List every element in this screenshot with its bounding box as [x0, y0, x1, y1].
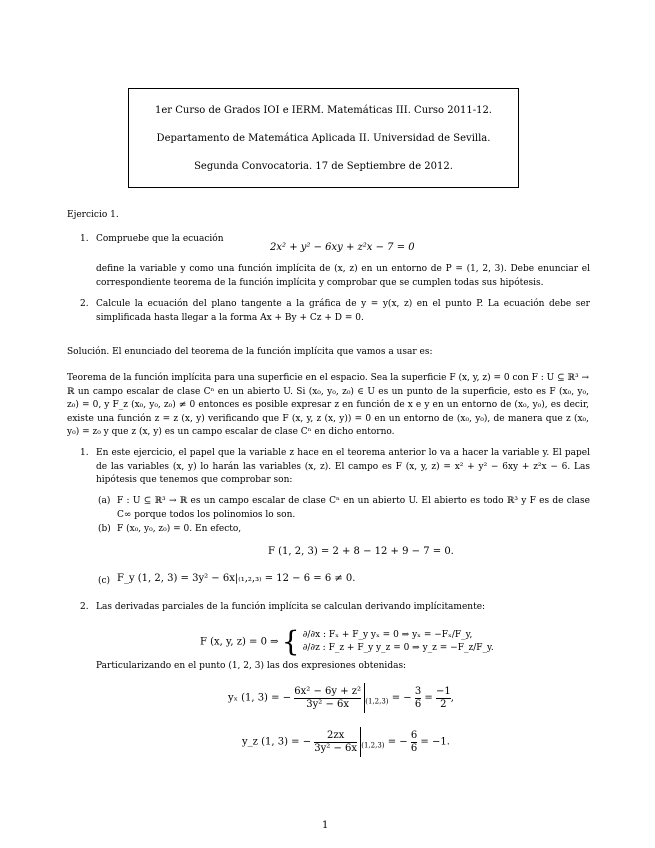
yx-fraction: [294, 686, 361, 711]
yz-end: = −1.: [420, 736, 450, 748]
implicit-system: [200, 625, 494, 658]
exercise-title: Ejercicio 1.: [67, 210, 119, 220]
item-2-text: Calcule la ecuación del plano tangente a la gráfica de y = y(x, z) en el punto P. La ecuación debe ser simplificada hasta llegar a la forma Ax + By + Cz + D = 0.: [96, 299, 590, 323]
hyp-b-text: F (x₀, y₀, z₀) = 0. En efecto,: [117, 524, 242, 534]
item-1-text: Compruebe que la ecuación: [96, 234, 224, 244]
solution-1-text: En este ejercicio, el papel que la variable z hace en el teorema anterior lo va a hacer la variable y. El papel de las variables (x, y) lo harán las variables (x, z). El campo es F (x, y, z) = x² + y² − 6xy + z²x − 6. Las hipótesis que tenemos que comprobar son:: [96, 448, 590, 485]
yx-equation: yₓ (1, 3) = − $\frac{\text{6x² − 6y + z²}}{\text{3y² − 6x}}$ $_{(1,2,3)}$ = − $\frac{3}{6}$ = $\frac{-1}{2}$ ,: [228, 683, 454, 713]
yx-f1-den: 6: [414, 698, 422, 710]
yx-denominator: 3y² − 6x: [294, 698, 361, 711]
item-1-continuation: define la variable y como una función implícita de (x, z) en un entorno de P = (1, 2, 3). Debe enunciar el correspondiente teorema de la función implícita y comprobar que se cumplen todas sus hipótesis.: [96, 264, 590, 288]
header-line-1: 1er Curso de Grados IOI e IERM. Matemáticas III. Curso 2011-12.: [155, 105, 492, 116]
yx-mid: = −: [391, 692, 412, 704]
solution-intro: Solución. El enunciado del teorema de la función implícita que vamos a usar es:: [67, 347, 433, 357]
system-row-1: ∂/∂x : Fₓ + F_y yₓ = 0 ⇒ yₓ = −Fₓ/F_y,: [302, 630, 473, 640]
hyp-b-label: (b): [98, 524, 111, 534]
yz-denominator: 3y² − 6x: [314, 742, 358, 754]
particularize-text: Particularizando en el punto (1, 2, 3) las dos expresiones obtenidas:: [96, 661, 407, 671]
hyp-a-label: (a): [98, 496, 111, 506]
system-row-2: ∂/∂z : F_z + F_y y_z = 0 ⇒ y_z = −F_z/F_y.: [302, 643, 494, 653]
yx-eval-point: (1,2,3): [365, 697, 389, 706]
solution-2-text: Las derivadas parciales de la función implícita se calculan derivando implícitamente:: [96, 602, 486, 612]
yz-fraction: [314, 730, 357, 755]
yx-f2-num: −1: [435, 685, 451, 697]
yz-f1-den: 6: [410, 742, 418, 754]
yx-fraction-2: [415, 686, 421, 711]
yx-f2-den: 2: [436, 698, 451, 711]
item-1-equation: 2x² + y² − 6xy + z²x − 7 = 0: [270, 242, 415, 253]
page-number: 1: [322, 820, 329, 831]
yz-mid: = −: [387, 736, 408, 748]
hyp-c-label: (c): [98, 576, 111, 586]
item-2-number: 2.: [80, 299, 89, 309]
yx-lhs: yₓ (1, 3) = −: [228, 692, 292, 704]
yz-lhs: y_z (1, 3) = −: [242, 736, 312, 748]
hyp-c-equation: F_y (1, 2, 3) = 3y² − 6x|₍₁,₂,₃₎ = 12 − 6 = 6 ≠ 0.: [117, 573, 356, 584]
solution-2-number: 2.: [80, 602, 89, 612]
yz-eval-point: (1,2,3): [361, 741, 385, 750]
yz-f1-num: 6: [410, 729, 418, 741]
header-box: [128, 88, 519, 188]
hyp-a-text: F : U ⊆ ℝ³ → ℝ es un campo escalar de clase Cⁿ en un abierto U. El abierto es todo ℝ³ y F es de clase C∞ porque todos los polinomios lo son.: [117, 496, 590, 520]
yz-fraction-2: [411, 730, 417, 755]
theorem-statement: Teorema de la función implícita para una superficie en el espacio. Sea la superficie F (x, y, z) = 0 con F : U ⊆ ℝ³ → ℝ un campo escalar de clase Cⁿ en un abierto U. Si (x₀, y₀, z₀) ∈ U es un punto de la superficie, esto es F (x₀, y₀, z₀) = 0, y F_z (x₀, y₀, z₀) ≠ 0 entonces es posible expresar z en función de x e y en un entorno de (x₀, y₀), es decir, existe una función z = z (x, y) verificando que F (x, y, z (x, y)) = 0 en un entorno de (x₀, y₀), de manera que z (x₀, y₀) = z₀ y que z (x, y) es un campo escalar de clase Cⁿ en dicho entorno.: [67, 373, 589, 437]
solution-1-number: 1.: [80, 448, 89, 458]
item-1-number: 1.: [80, 234, 89, 244]
yz-numerator: 2zx: [327, 729, 345, 741]
yx-f1-num: 3: [414, 685, 422, 697]
header-line-3: Segunda Convocatoria. 17 de Septiembre de 2012.: [194, 161, 453, 172]
yz-equation: [242, 727, 450, 757]
system-lhs: F (x, y, z) = 0 ⇒: [200, 636, 279, 648]
yx-numerator: 6x² − 6y + z²: [294, 685, 362, 697]
left-brace-icon: {: [281, 625, 300, 658]
header-line-2: Departamento de Matemática Aplicada II. Universidad de Sevilla.: [156, 133, 491, 144]
hyp-b-equation: F (1, 2, 3) = 2 + 8 − 12 + 9 − 7 = 0.: [268, 546, 454, 557]
yx-fraction-3: [436, 686, 451, 711]
